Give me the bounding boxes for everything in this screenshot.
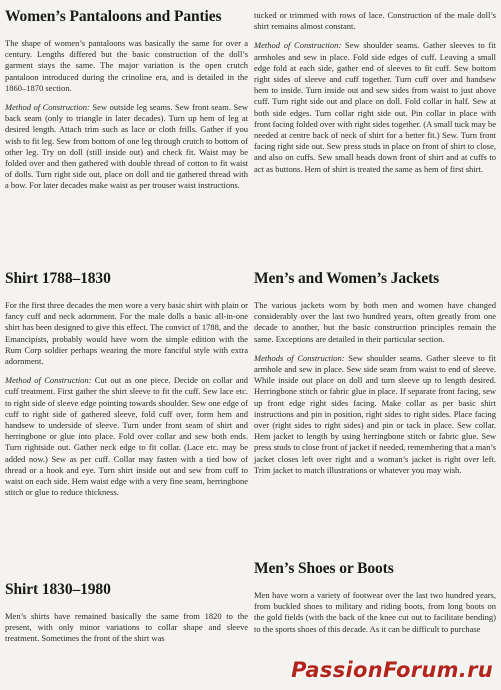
site-watermark: PassionForum.ru [291, 658, 493, 682]
shirt-1830-intro: Men’s shirts have remained basically the same from 1820 to the present, with only minor variations to collar shape and sleeve treatment. Sometimes the front of the shirt was [5, 611, 248, 644]
pantaloons-method-text: Sew outside leg seams. Sew front seam. Sew back seam (only to triangle in later decades). Turn up hem of leg at desired length. Attach trim such as lace or cloth frills. Gather if you wish to fit leg. Sew from bottom of one leg through crutch to bottom of other leg. Try on doll (still inside out) and check fit. Waist may be folded over and then gathered with double thread of cotton to fit waist of dolls. Turn right side out, place on doll and tie gathered thread with a bow. For later decades make waist as per trouser waist instructions. [5, 102, 248, 191]
section-shirt-1788 [5, 270, 248, 498]
shirt-continued-method-label: Method of Construction: [254, 40, 342, 51]
section-shoes [254, 560, 496, 635]
shirt-continued-method-text: Sew shoulder seams. Gather sleeves to fit armholes and sew in place. Fold side edges of cuff. Leaving a small edge fold at each side, gather end of sleeves to fit cuff. Sew bottom right sides of sleeve and cuff together. Turn cuff over and handsew hem to inside. Turn inside out and sew sides from waist to just above cuff. Turn right side out and place on doll. Fold collar in half. Sew at both side edges. Turn collar right side out. Pin collar in place with front facing folded over with right sides together. (A small tuck may be needed at centre back of neck of shirt for a better fit.) Sew. Turn front facing right side out. Sew press studs in place on front of shirt to close, and also on cuffs. Sew small beads down front of shirt and at cuffs to act as buttons. Hem of shirt is treated the same as hem of first shirt. [254, 40, 496, 174]
jackets-method-label: Methods of Construction: [254, 352, 345, 363]
section-title-shirt-1788: Shirt 1788–1830 [5, 270, 111, 287]
section-jackets [254, 270, 496, 476]
jackets-method-text: Sew shoulder seams. Gather sleeve to fit armhole and sew in place. Sew side seam from waist to end of sleeve. While inside out place on doll and turn sleeve up to length desired. Herringbone stitch or fabric glue in place. If separate front facing, sew up front edge right sides facing. Make collar as per basic shirt instructions and pin in position, right sides to right sides. Place facing over (right sides to right sides) and pin or tack in place. Sew collar. Hem jacket to length by using herringbone stitch or fabric glue. Sew press studs to close front of jacket if needed, remembering that a man’s jacket closes left over right and a woman’s jacket is right over left. Trim jacket to match illustrations or whatever you may wish. [254, 352, 496, 475]
section-title-jackets: Men’s and Women’s Jackets [254, 270, 440, 287]
jackets-intro: The various jackets worn by both men and women have changed considerably over the last two hundred years, often greatly from one decade to another, but the basic construction principles remain the same. Exceptions are detailed in their particular section. [254, 300, 496, 344]
shirt-continued-intro: tucked or trimmed with rows of lace. Construction of the male doll’s shirt remains almost constant. [254, 10, 496, 32]
pantaloons-method-label: Method of Construction: [5, 102, 90, 113]
shirt-1788-method-text: Cut out as one piece. Decide on collar and cuff treatment. First gather the shirt sleeve to fit the cuff. Sew lace etc. to right side of sleeve edge pointing towards shoulder. Sew one edge of cuff to right side of gathered sleeve, fold cuff over, form hem and handsew to underside of sleeve. Turn under front seam of shirt and herringbone or glue into place. Fold over collar and sew both ends. Turn rightside out. Gather neck edge to fit collar. (Lace etc. may be added now.) Sew as per cuff. Collar may fasten with a tied bow of thread or a hook and eye. Turn shirt inside out and sew from cuff to waist on each side. Hem waist edge with a very fine seam, herringbone stitch or glue to reduce thickness. [5, 375, 248, 498]
shirt-1788-method-label: Method of Construction: [5, 375, 92, 386]
shoes-intro: Men have worn a variety of footwear over the last two hundred years, from buckled shoes to military and riding boots, from long boots on the gold fields (with the back of the knee cut out to facilitate bending) to the sports shoes of this decade. As it can be difficult to purchase [254, 590, 496, 634]
section-pantaloons [5, 8, 248, 192]
shirt-1788-method [5, 375, 248, 498]
section-shirt-continued [254, 10, 496, 175]
pantaloons-method [5, 102, 248, 192]
section-shirt-1830 [5, 581, 248, 645]
shirt-1788-intro: For the first three decades the men wore a very basic shirt with plain or fancy cuff and neck adornment. For the male dolls a basic all-in-one shirt has been designed to give this effect. The convict of 1788, and the Emancipists, probably would have worn the simple edition with the Rum Corp soldier perhaps wearing the more fanciful style with extra adornment. [5, 300, 248, 367]
section-title-shirt-1830: Shirt 1830–1980 [5, 581, 111, 598]
section-title-pantaloons: Women’s Pantaloons and Panties [5, 8, 222, 25]
section-title-shoes: Men’s Shoes or Boots [254, 560, 394, 577]
jackets-method [254, 353, 496, 476]
shirt-continued-method [254, 40, 496, 174]
pantaloons-intro: The shape of women’s pantaloons was basically the same for over a century. Lengths differed but the basic construction of the doll’s garment stays the same. The major variation is the open crutch pantaloon introduced during the crinoline era, and is detailed in the 1860–1870 section. [5, 38, 248, 93]
